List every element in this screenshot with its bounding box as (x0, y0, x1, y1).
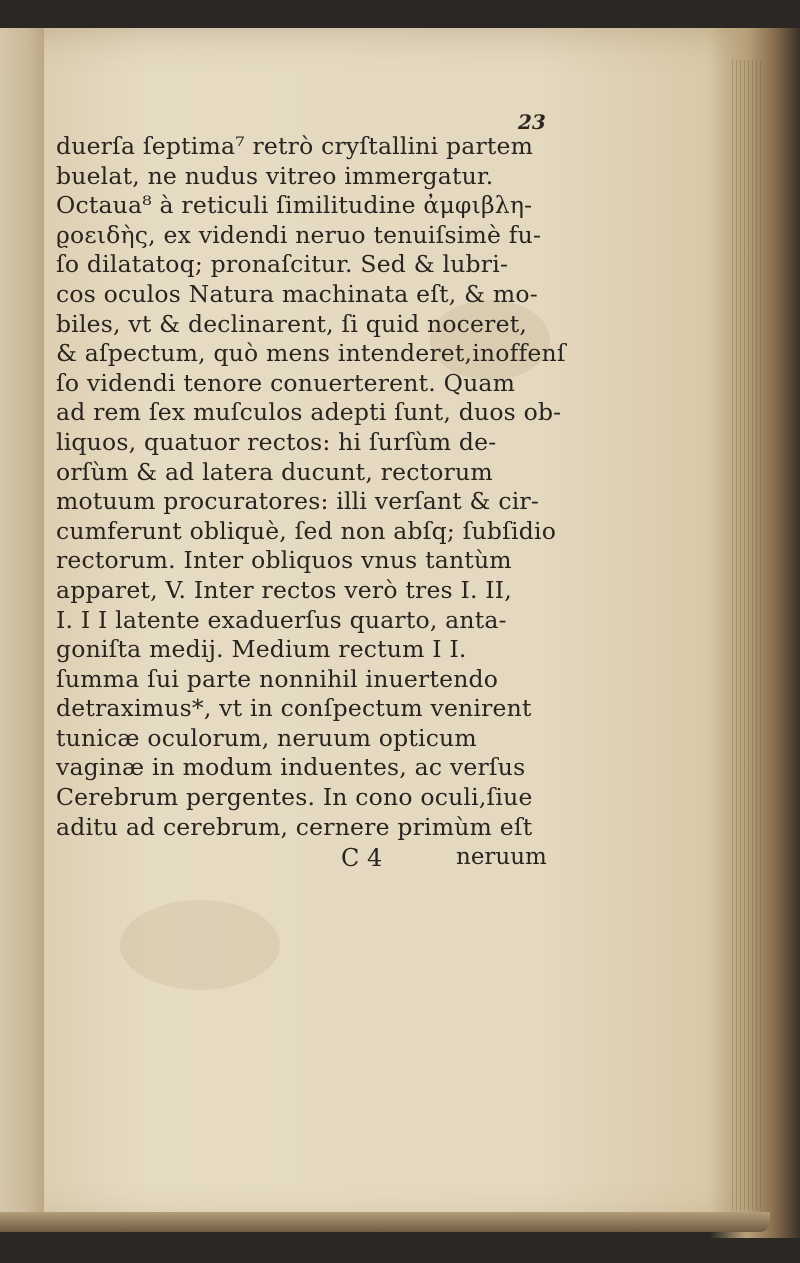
text-line: Cerebrum pergentes. In cono oculi,ſiue (56, 783, 533, 812)
signature-mark: C 4 (341, 844, 383, 873)
page-number: 23 (518, 110, 546, 134)
text-line: ſo dilatatoq; pronaſcitur. Sed & lubri- (56, 250, 509, 279)
text-line: motuum procuratores: illi verſant & cir- (56, 487, 539, 516)
text-line: Octaua⁸ à reticuli ſimilitudine ἀμφιβλη- (56, 191, 533, 220)
footer-line (56, 844, 576, 874)
text-line: biles, vt & declinarent, ſi quid noceret, (56, 309, 528, 338)
paper-stain (120, 900, 280, 990)
text-line: goniſta medij. Medium rectum I I. (56, 635, 467, 664)
text-line: cos oculos Natura machinata eſt, & mo- (56, 279, 538, 308)
text-line: detraximus*, vt in conſpectum venirent (56, 694, 532, 723)
text-line: duerſa ſeptima⁷ retrò cryſtallini partem (56, 132, 534, 160)
text-line: ad rem ſex muſculos adepti ſunt, duos ob- (56, 398, 562, 427)
text-line: orſùm & ad latera ducunt, rectorum (56, 457, 493, 486)
text-line: cumferunt obliquè, ſed non abſq; ſubſidio (56, 516, 557, 545)
text-line: apparet, V. Inter rectos verò tres I. II, (56, 575, 512, 604)
text-line: ſo videndi tenore conuerterent. Quam (56, 368, 516, 397)
text-line: liquos, quatuor rectos: hi ſurſùm de- (56, 427, 497, 456)
text-line: buelat, ne nudus vitreo immergatur. (56, 161, 494, 190)
text-line: tunicæ oculorum, neruum opticum (56, 723, 477, 752)
text-line: ſumma ſui parte nonnihil inuertendo (56, 664, 499, 693)
text-line: & aſpectum, quò mens intenderet,inoffenſ (56, 339, 566, 368)
text-line: rectorum. Inter obliquos vnus tantùm (56, 546, 512, 575)
catchword: neruum (456, 844, 547, 871)
text-line: vaginæ in modum induentes, ac verſus (56, 753, 526, 782)
text-line: aditu ad cerebrum, cernere primùm eſt (56, 812, 533, 841)
body-text (56, 132, 576, 842)
page-stack-lines (732, 60, 762, 1210)
text-line: ϱοειδὴς, ex videndi neruo tenuiſsimè fu- (56, 220, 542, 249)
text-line: I. I I latente exaduerſus quarto, anta- (56, 605, 507, 634)
show-through-text (2, 130, 40, 690)
page-bottom-edge (0, 1212, 770, 1232)
